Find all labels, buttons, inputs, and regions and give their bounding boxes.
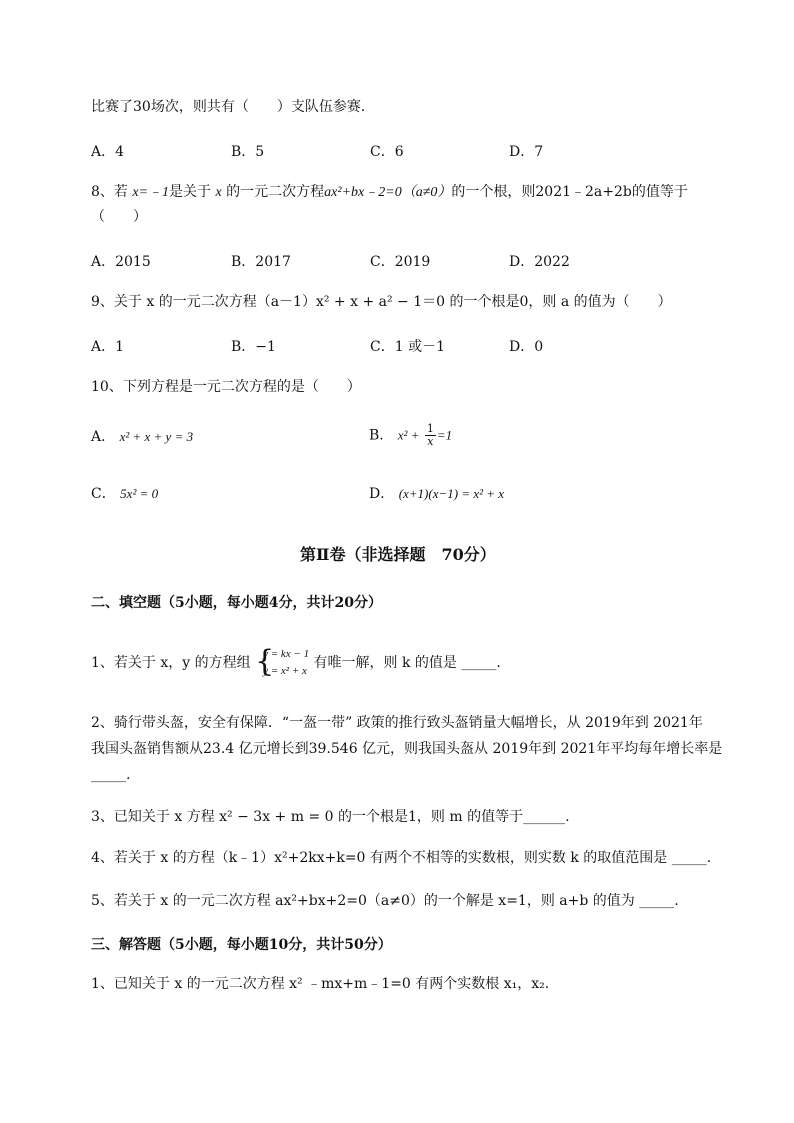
q10-c-label: C．: [91, 486, 116, 502]
q10-b-fraction: [425, 423, 436, 448]
fill2-line3: _____.: [91, 767, 131, 783]
q10-a-expr: x² + x + y = 3: [119, 429, 194, 444]
q10-option-b: [369, 423, 452, 448]
q10-option-d: [369, 485, 504, 503]
q9-option-a: A．1: [91, 339, 125, 355]
q10-text: 10、下列方程是一元二次方程的是（ ）: [91, 379, 361, 395]
q10-option-a: [91, 428, 193, 446]
q10-c-expr: 5x² = 0: [120, 486, 159, 501]
q8-paren: （ ）: [91, 209, 147, 225]
fill1-post: 有唯一解，则 k 的值是 _____.: [313, 655, 501, 671]
q9-text: 9、关于 x 的一元二次方程（a－1）x² + x + a² − 1＝0 的一个根是0，则 a 的值为（ ）: [91, 294, 672, 310]
q9-option-d: D．0: [509, 339, 544, 355]
q8-cond: x=﹣1: [132, 185, 170, 200]
fill5-text: 5、若关于 x 的一元二次方程 ax²+bx+2=0（a≠0）的一个解是 x=1，则 a+b 的值为 _____.: [91, 893, 679, 909]
q8-mid: 是关于: [169, 184, 212, 200]
brace-icon: {: [255, 644, 275, 679]
fill4-text: 4、若关于 x 的方程（k﹣1）x²+2kx+k=0 有两个不相等的实数根，则实数 k 的取值范围是 _____.: [91, 850, 712, 866]
q8-prefix: 8、若: [91, 184, 128, 200]
equation-system: [255, 646, 309, 680]
section3-heading: 三、解答题（5小题，每小题10分，共计50分）: [91, 937, 392, 953]
q7-option-d: D．7: [509, 144, 544, 160]
q10-b-num: 1: [426, 422, 434, 435]
q10-b-den: x: [427, 435, 434, 448]
q7-text: 比赛了30场次，则共有（ ）支队伍参赛．: [91, 99, 375, 115]
q10-d-expr: (x+1)(x−1) = x² + x: [398, 486, 505, 501]
q10-b-expr-post: =1: [436, 427, 453, 443]
q8-suffix: 的一个根，则2021﹣2a+2b的值等于: [451, 184, 688, 200]
q8-text: [91, 183, 688, 202]
q10-b-expr-pre: x² +: [397, 427, 420, 443]
q8-var: x: [215, 185, 222, 200]
fill1-pre: 1、若关于 x，y 的方程组: [91, 655, 251, 671]
q8-option-b: B．2017: [231, 254, 291, 270]
q9-option-c: C．1 或－1: [370, 339, 445, 355]
fill1-text: [91, 646, 501, 680]
q10-b-label: B．: [369, 427, 394, 444]
section2-heading: 二、填空题（5小题，每小题4分，共计20分）: [91, 595, 382, 611]
q8-equation: ax²+bx﹣2=0（a≠0）: [324, 185, 452, 200]
system-eq1: y = kx − 1: [263, 648, 310, 660]
q8-mid2: 的一元二次方程: [226, 184, 325, 200]
q10-option-c: [91, 485, 158, 503]
part2-title: 第Ⅱ卷（非选择题 70分）: [300, 545, 496, 564]
q7-option-c: C．6: [370, 144, 404, 160]
fill2-line2: 我国头盔销售额从23.4 亿元增长到39.546 亿元，则我国头盔从 2019年到 2021年平均每年增长率是: [91, 741, 723, 757]
fill3-text: 3、已知关于 x 方程 x² − 3x + m = 0 的一个根是1，则 m 的值等于______.: [91, 809, 570, 825]
q8-option-c: C．2019: [370, 254, 431, 270]
q10-d-label: D．: [369, 486, 395, 502]
q8-option-d: D．2022: [509, 254, 570, 270]
q9-option-b: B．−1: [231, 339, 276, 355]
q10-a-label: A．: [91, 429, 116, 445]
q8-option-a: A．2015: [91, 254, 151, 270]
q7-option-a: A．4: [91, 144, 125, 160]
system-eq2: y = x² + x: [263, 665, 307, 677]
fill2-line1: 2、骑行带头盔，安全有保障．“一盔一带” 政策的推行致头盔销量大幅增长，从 2019年到 2021年: [91, 715, 703, 731]
solve1-text: 1、已知关于 x 的一元二次方程 x² ﹣mx+m﹣1=0 有两个实数根 x₁，x₂.: [91, 976, 550, 992]
q7-option-b: B．5: [231, 144, 265, 160]
